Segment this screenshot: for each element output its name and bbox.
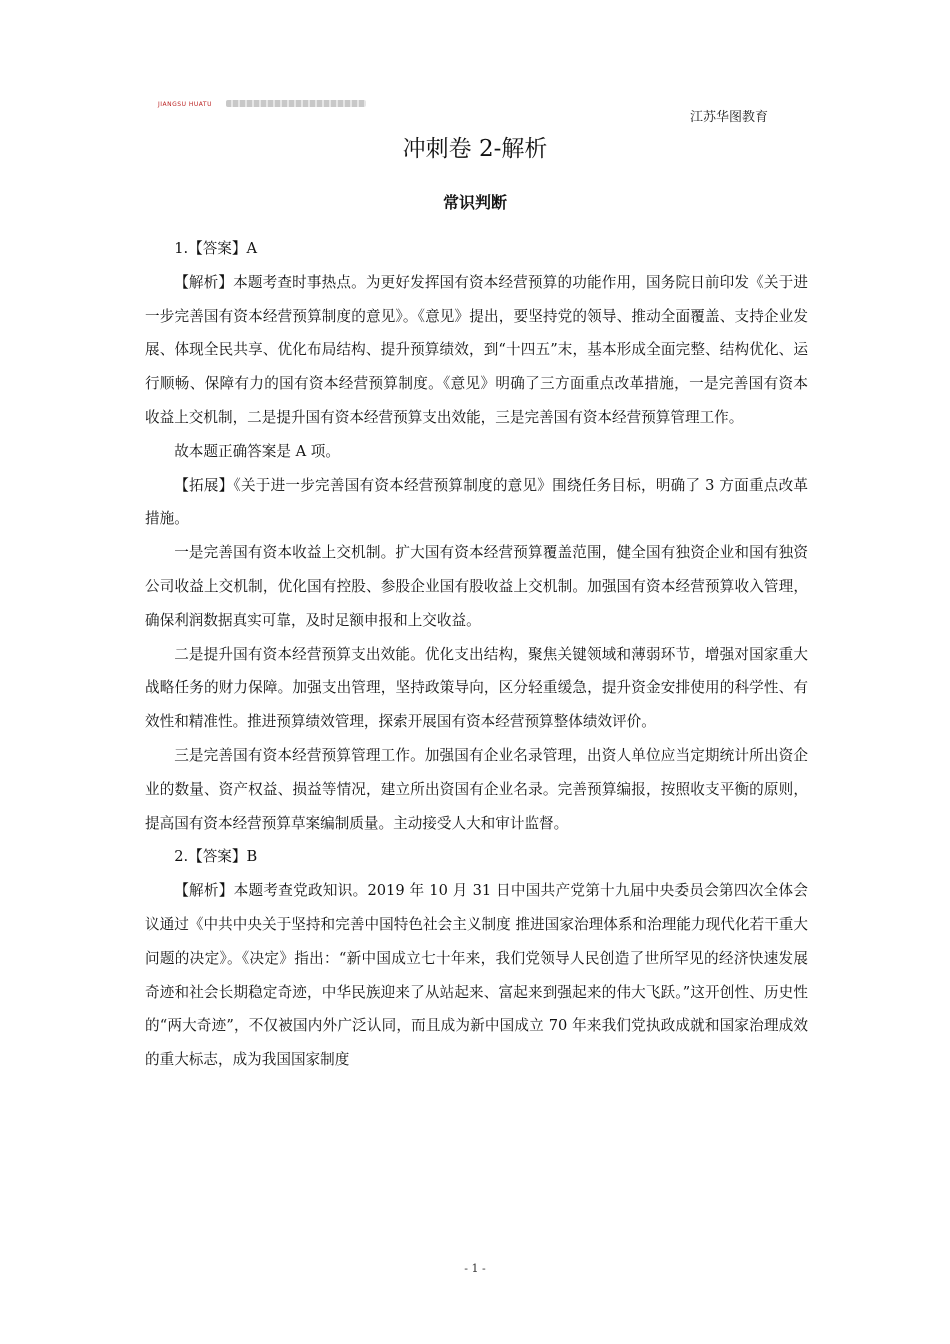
section-title: 常识判断: [442, 193, 507, 212]
answer-2: 2.【答案】B: [174, 848, 258, 866]
page-number: - 1 -: [464, 1262, 486, 1275]
logo-text: JIANGSU HUATU: [158, 101, 212, 108]
logo-watermark-bar: [226, 100, 366, 107]
page-title: 冲刺卷 2-解析: [402, 136, 548, 162]
analysis-1: 【解析】本题考查时事热点。为更好发挥国有资本经营预算的功能作用，国务院日前印发《关于进一步完善国有资本经营预算制度的意见》。《意见》提出，要坚持党的领导、推动全面覆盖、支持企业发展、体现全民共享、优化布局结构、提升预算绩效，到“十四五”末，基本形成全面完整、结构优化、运行顺畅、保障有力的国有资本经营预算制度。《意见》明确了三方面重点改革措施，一是完善国有资本收益上交机制，二是提升国有资本经营预算支出效能，三是完善国有资本经营预算管理工作。: [145, 273, 808, 426]
header-logo: [158, 96, 368, 114]
extension-point-2: 二是提升国有资本经营预算支出效能。优化支出结构，聚焦关键领域和薄弱环节，增强对国家重大战略任务的财力保障。加强支出管理，坚持政策导向，区分轻重缓急，提升资金安排使用的科学性、有效性和精准性。推进预算绩效管理，探索开展国有资本经营预算整体绩效评价。: [145, 645, 808, 731]
header-organization: 江苏华图教育: [690, 110, 769, 125]
analysis-2: 【解析】本题考查党政知识。2019 年 10 月 31 日中国共产党第十九届中央委员会第四次全体会议通过《中共中央关于坚持和完善中国特色社会主义制度 推进国家治理体系和治理能力现代化若干重大问题的决定》。《决定》指出：“新中国成立七十年来，我们党领导人民创造了世所罕见的经济快速发展奇迹和社会长期稳定奇迹，中华民族迎来了从站起来、富起来到强起来的伟大飞跃。”这开创性、历史性的“两大奇迹”，不仅被国内外广泛认同，而且成为新中国成立 70 年来我们党执政成就和国家治理成效的重大标志，成为我国国家制度: [145, 882, 808, 1069]
extension-point-3: 三是完善国有资本经营预算管理工作。加强国有企业名录管理，出资人单位应当定期统计所出资企业的数量、资产权益、损益等情况，建立所出资国有企业名录。完善预算编报，按照收支平衡的原则，提高国有资本经营预算草案编制质量。主动接受人大和审计监督。: [145, 746, 808, 832]
answer-1: 1.【答案】A: [174, 240, 258, 257]
extension-1: 【拓展】《关于进一步完善国有资本经营预算制度的意见》围绕任务目标，明确了 3 方面重点改革措施。: [145, 476, 808, 528]
document-body: [145, 232, 808, 1077]
conclusion-1: 故本题正确答案是 A 项。: [174, 442, 340, 460]
extension-point-1: 一是完善国有资本收益上交机制。扩大国有资本经营预算覆盖范围，健全国有独资企业和国有独资公司收益上交机制，优化国有控股、参股企业国有股收益上交机制。加强国有资本经营预算收入管理，确保利润数据真实可靠，及时足额申报和上交收益。: [145, 544, 808, 629]
